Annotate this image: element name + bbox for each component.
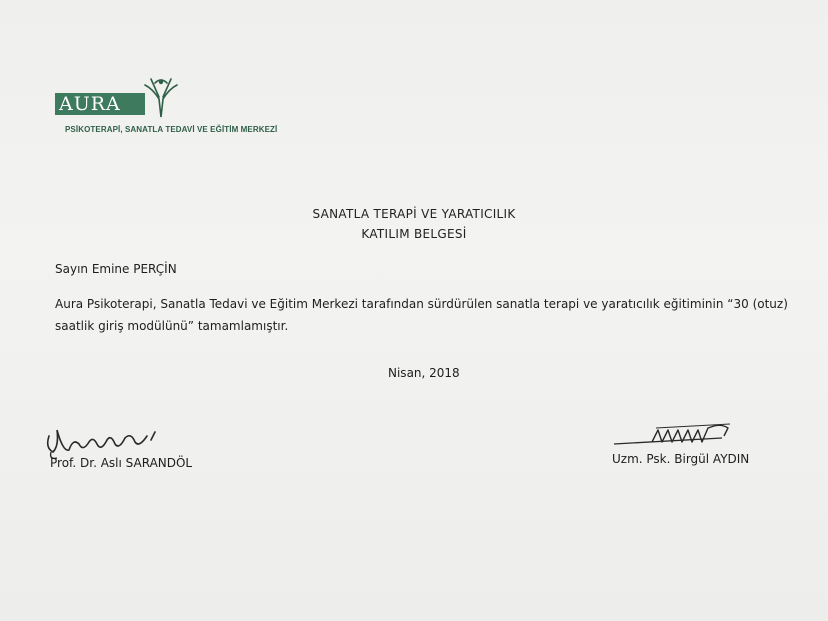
certificate-body: Aura Psikoterapi, Sanatla Tedavi ve Eğitim Merkezi tarafından sürdürülen sanatla terapi ve yaratıcılık eğitiminin “30 (otuz) saatlik giriş modülünü” tamamlamıştır. <box>55 297 788 333</box>
logo-wordmark: AURA <box>55 93 145 115</box>
left-signatory-name: Prof. Dr. Aslı SARANDÖL <box>50 456 193 470</box>
certificate-subtitle: KATILIM BELGESİ <box>361 227 467 241</box>
logo-subtitle: PSİKOTERAPİ, SANATLA TEDAVİ VE EĞİTİM MERKEZİ <box>65 125 278 134</box>
certificate-title: SANATLA TERAPİ VE YARATICILIK <box>312 207 516 221</box>
recipient-greeting: Sayın Emine PERÇİN <box>55 262 177 276</box>
aura-logo <box>55 75 278 140</box>
right-signature <box>612 418 737 452</box>
issue-date: Nisan, 2018 <box>388 366 460 380</box>
logo-figure-icon <box>141 75 181 119</box>
right-signatory-name: Uzm. Psk. Birgül AYDIN <box>612 452 750 466</box>
